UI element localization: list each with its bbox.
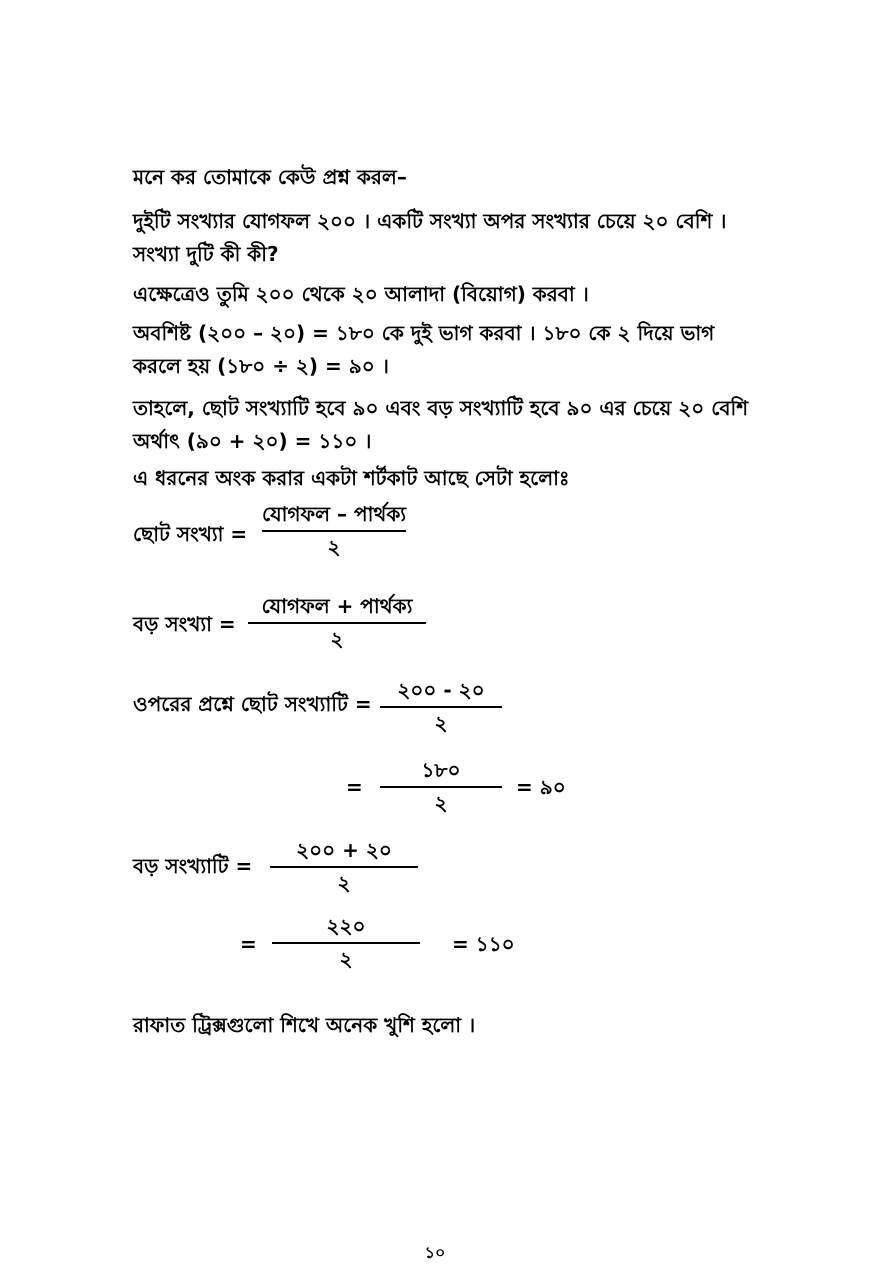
calc-large-step-denominator: ২: [339, 947, 353, 971]
calc-small-step-numerator: ১৮০: [421, 758, 461, 782]
shortcut-intro-line: এ ধরনের অংক করার একটা শর্টকাট আছে সেটা হলোঃ: [133, 466, 570, 490]
calc-small-label: ওপরের প্রশ্নে ছোট সংখ্যাটি =: [133, 692, 372, 716]
formula-large-label: বড় সংখ্যা =: [133, 612, 236, 636]
calc-large-fraction: [270, 836, 418, 898]
calc-small-step-equals: =: [346, 775, 363, 799]
calc-small-numerator: ২০০ - ২০: [397, 678, 485, 702]
calc-small-step-denominator: ২: [434, 791, 448, 815]
calc-small-result: = ৯০: [516, 775, 566, 799]
formula-small-denominator: ২: [327, 535, 341, 559]
formula-small-fraction: [262, 500, 406, 562]
step1-line: এক্ষেত্রেও তুমি ২০০ থেকে ২০ আলাদা (বিয়োগ) করবা ।: [133, 282, 589, 306]
calc-large-denominator: ২: [337, 871, 351, 895]
intro-line: মনে কর তোমাকে কেউ প্রশ্ন করল–: [133, 165, 407, 189]
closing-line: রাফাত ট্রিক্সগুলো শিখে অনেক খুশি হলো ।: [133, 1013, 476, 1037]
calc-large-label: বড় সংখ্যাটি =: [133, 854, 253, 878]
formula-large-numerator: যোগফল + পার্থক্য: [261, 594, 413, 618]
calc-large-result: = ১১০: [452, 932, 515, 956]
formula-large-fraction: [248, 592, 426, 654]
page-number: ১০: [424, 1243, 446, 1262]
step2-paragraph: অবশিষ্ট (২০০ – ২০) = ১৮০ কে দুই ভাগ করবা । ১৮০ কে ২ দিয়ে ভাগ করলে হয় (১৮০ ÷ ২) = ৯০ ।: [133, 321, 715, 378]
step3-paragraph: তাহলে, ছোট সংখ্যাটি হবে ৯০ এবং বড় সংখ্যাটি হবে ৯০ এর চেয়ে ২০ বেশি অর্থাৎ (৯০ + ২০) = ১১০ ।: [133, 396, 749, 453]
formula-large-denominator: ২: [330, 627, 344, 651]
formula-small-label: ছোট সংখ্যা =: [133, 522, 248, 546]
calc-small-denominator: ২: [434, 711, 448, 735]
calc-large-step-fraction: [272, 912, 420, 974]
formula-small-numerator: যোগফল – পার্থক্য: [262, 502, 407, 526]
calc-large-step-equals: =: [240, 932, 257, 956]
calc-small-fraction: [380, 676, 502, 738]
calc-large-numerator: ২০০ + ২০: [296, 838, 392, 862]
calc-small-step-fraction: [380, 756, 502, 818]
question-paragraph: দুইটি সংখ্যার যোগফল ২০০ । একটি সংখ্যা অপর সংখ্যার চেয়ে ২০ বেশি । সংখ্যা দুটি কী কী?: [133, 209, 727, 266]
calc-large-step-numerator: ২২০: [326, 914, 366, 938]
